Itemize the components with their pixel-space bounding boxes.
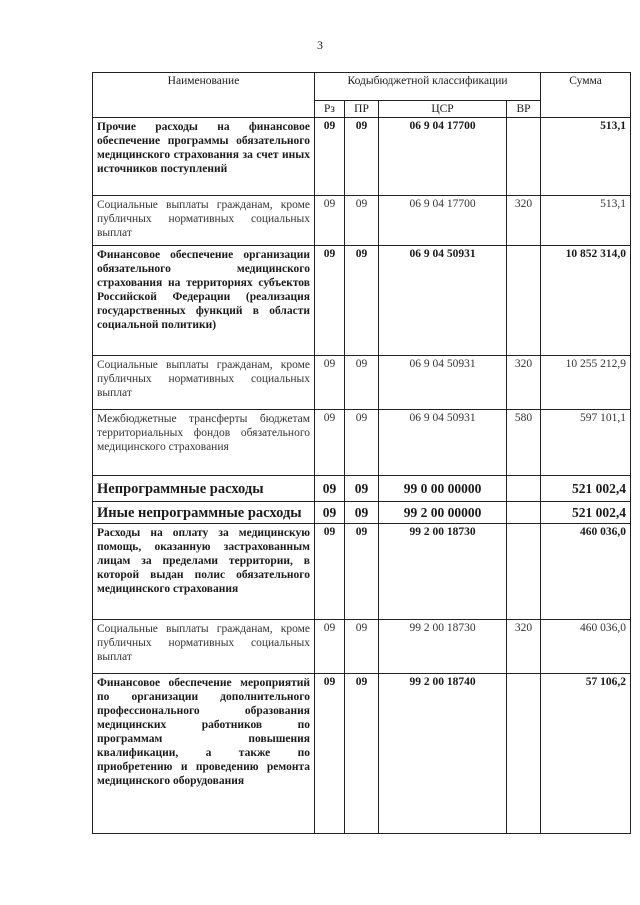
table-row <box>93 674 631 834</box>
row-vr <box>507 524 541 620</box>
header-csr: ЦСР <box>379 101 507 118</box>
row-sum: 597 101,1 <box>541 410 631 476</box>
row-vr <box>507 246 541 356</box>
row-name: Финансовое обеспечение мероприятий по организации дополнительного профессионального образования медицинских работников по программам повышения квалификации, а также по приобретению и проведению ремонта медицинского оборудования <box>93 674 315 834</box>
row-pr: 09 <box>345 196 379 246</box>
header-rz: Рз <box>315 101 345 118</box>
row-name: Иные непрограммные расходы <box>93 502 315 524</box>
row-rz: 09 <box>315 502 345 524</box>
row-name: Межбюджетные трансферты бюджетам территориальных фондов обязательного медицинского страхования <box>93 410 315 476</box>
row-sum: 513,1 <box>541 196 631 246</box>
row-name: Социальные выплаты гражданам, кроме публичных нормативных социальных выплат <box>93 620 315 674</box>
row-vr: 580 <box>507 410 541 476</box>
row-rz: 09 <box>315 620 345 674</box>
header-name: Наименование <box>93 73 315 118</box>
row-vr <box>507 502 541 524</box>
row-rz: 09 <box>315 196 345 246</box>
row-csr: 99 2 00 18730 <box>379 524 507 620</box>
table-row <box>93 502 631 524</box>
header-pr: ПР <box>345 101 379 118</box>
row-name: Социальные выплаты гражданам, кроме публичных нормативных социальных выплат <box>93 356 315 410</box>
row-rz: 09 <box>315 476 345 502</box>
row-csr: 06 9 04 50931 <box>379 410 507 476</box>
row-rz: 09 <box>315 410 345 476</box>
row-sum: 521 002,4 <box>541 502 631 524</box>
row-sum: 460 036,0 <box>541 620 631 674</box>
row-pr: 09 <box>345 524 379 620</box>
row-csr: 06 9 04 50931 <box>379 356 507 410</box>
row-name: Финансовое обеспечение организации обязательного медицинского страхования на территориях субъектов Российской Федерации (реализация государственных функций в области социальной политики) <box>93 246 315 356</box>
row-csr: 99 2 00 00000 <box>379 502 507 524</box>
row-vr <box>507 674 541 834</box>
table-row <box>93 356 631 410</box>
row-rz: 09 <box>315 118 345 196</box>
row-vr: 320 <box>507 356 541 410</box>
row-rz: 09 <box>315 524 345 620</box>
table-row <box>93 118 631 196</box>
row-vr <box>507 118 541 196</box>
row-csr: 99 2 00 18730 <box>379 620 507 674</box>
row-pr: 09 <box>345 118 379 196</box>
table-row <box>93 246 631 356</box>
row-pr: 09 <box>345 502 379 524</box>
table-row <box>93 476 631 502</box>
row-vr: 320 <box>507 620 541 674</box>
row-csr: 99 2 00 18740 <box>379 674 507 834</box>
row-sum: 521 002,4 <box>541 476 631 502</box>
row-vr: 320 <box>507 196 541 246</box>
row-rz: 09 <box>315 356 345 410</box>
table-row <box>93 196 631 246</box>
row-csr: 06 9 04 50931 <box>379 246 507 356</box>
budget-table <box>92 72 631 834</box>
row-rz: 09 <box>315 246 345 356</box>
row-pr: 09 <box>345 674 379 834</box>
row-vr <box>507 476 541 502</box>
row-pr: 09 <box>345 246 379 356</box>
row-pr: 09 <box>345 410 379 476</box>
row-csr: 06 9 04 17700 <box>379 118 507 196</box>
row-sum: 57 106,2 <box>541 674 631 834</box>
row-name: Социальные выплаты гражданам, кроме публичных нормативных социальных выплат <box>93 196 315 246</box>
row-rz: 09 <box>315 674 345 834</box>
row-pr: 09 <box>345 476 379 502</box>
row-name: Расходы на оплату за медицинскую помощь, оказанную застрахованным лицам за пределами территории, в которой выдан полис обязательного медицинского страхования <box>93 524 315 620</box>
row-sum: 10 852 314,0 <box>541 246 631 356</box>
row-pr: 09 <box>345 620 379 674</box>
row-sum: 10 255 212,9 <box>541 356 631 410</box>
header-vr: ВР <box>507 101 541 118</box>
header-sum: Сумма <box>541 73 631 118</box>
row-sum: 513,1 <box>541 118 631 196</box>
row-name: Непрограммные расходы <box>93 476 315 502</box>
row-sum: 460 036,0 <box>541 524 631 620</box>
row-name: Прочие расходы на финансовое обеспечение программы обязательного медицинского страхования за счет иных источников поступлений <box>93 118 315 196</box>
page-number: 3 <box>317 38 323 52</box>
row-pr: 09 <box>345 356 379 410</box>
table-row <box>93 524 631 620</box>
row-csr: 99 0 00 00000 <box>379 476 507 502</box>
row-csr: 06 9 04 17700 <box>379 196 507 246</box>
table-row <box>93 620 631 674</box>
table-row <box>93 410 631 476</box>
header-codes: Кодыбюджетной классификации <box>315 73 541 101</box>
